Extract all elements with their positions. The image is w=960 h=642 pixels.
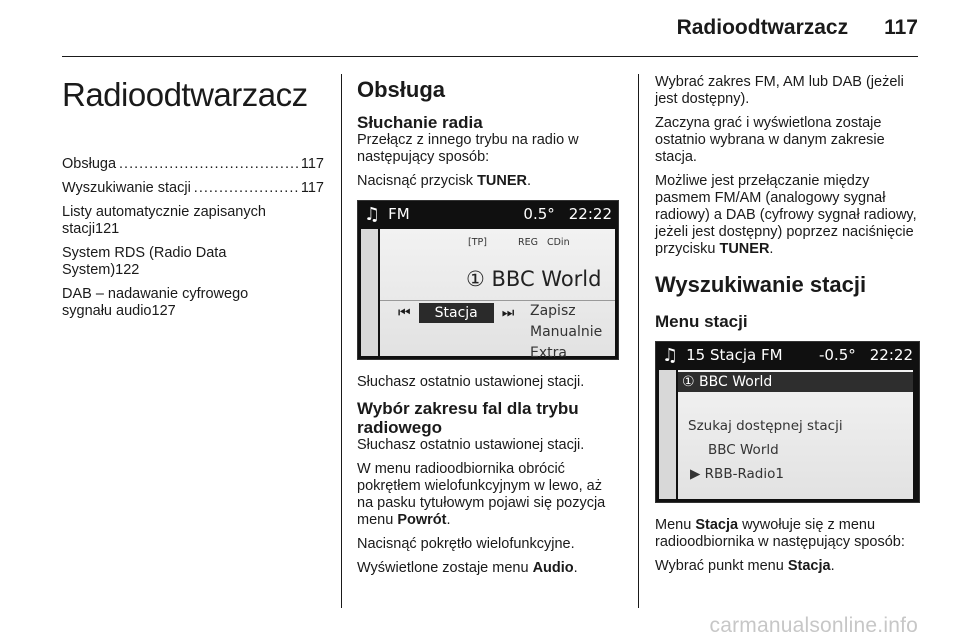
toc-label: Obsługa bbox=[62, 156, 117, 172]
text-run: Możliwe jest przełączanie między pasmem FM/AM (analogowy sygnał radiowy) a DAB (cyfrowy sygnał radiowy, jeżeli jest dostępny) poprzez naciśnięcie przycisku bbox=[655, 173, 917, 257]
text-run: wywołuje się z menu radioodbiornika w następujący sposób: bbox=[655, 517, 905, 550]
text-run: . bbox=[830, 558, 835, 574]
toc-entry[interactable] bbox=[62, 180, 324, 197]
station-menu-screen-figure bbox=[655, 341, 920, 503]
page-number: 117 bbox=[884, 16, 918, 39]
menu-title: 15 Stacja FM bbox=[686, 346, 783, 364]
toc-page: 117 bbox=[300, 180, 324, 196]
text-run: Wybrać punkt menu bbox=[655, 558, 788, 574]
watermark: carmanualsonline.info bbox=[709, 614, 918, 637]
paragraph: Słuchasz ostatnio ustawionej stacji. bbox=[357, 437, 585, 453]
toc-entry[interactable] bbox=[62, 156, 324, 173]
paragraph: Nacisnąć pokrętło wielofunkcyjne. bbox=[357, 536, 575, 552]
toc-label-line2: System) bbox=[62, 262, 116, 278]
paragraph: Zaczyna grać i wyświetlona zostaje ostatnio wybrana w danym zakresie stacja. bbox=[655, 115, 885, 165]
paragraph bbox=[357, 173, 617, 190]
menu-name-stacja: Stacja bbox=[695, 517, 739, 533]
running-header-title: Radioodtwarzacz bbox=[676, 16, 849, 39]
selected-station-bar: ① BBC World bbox=[678, 372, 913, 392]
menu-option: Manualnie bbox=[530, 324, 603, 340]
text-run: . bbox=[573, 560, 578, 576]
music-note-icon: ♫ bbox=[662, 344, 679, 366]
next-icon: ⏭ bbox=[501, 305, 515, 321]
toc-label-line1: DAB – nadawanie cyfrowego bbox=[62, 286, 249, 302]
column-operation bbox=[357, 74, 617, 584]
menu-option: Extra bbox=[530, 345, 567, 360]
flag-tp: [TP] bbox=[468, 237, 487, 248]
header-rule bbox=[62, 56, 918, 57]
band-label: FM bbox=[388, 205, 410, 223]
radio-screen-figure bbox=[357, 200, 619, 360]
text-run: . bbox=[446, 512, 451, 528]
toc-label-line1: Listy automatycznie zapisanych bbox=[62, 204, 266, 220]
screen-status-bar bbox=[656, 342, 919, 368]
screen-content bbox=[678, 370, 913, 499]
running-header bbox=[677, 16, 918, 48]
toc-page: 121 bbox=[95, 221, 120, 237]
paragraph: Wybrać zakres FM, AM lub DAB (jeżeli jest dostępny). bbox=[655, 74, 904, 107]
previous-icon: ⏮ bbox=[398, 305, 411, 321]
toc-page: 117 bbox=[300, 156, 324, 172]
menu-name-powrot: Powrót bbox=[397, 512, 447, 528]
button-name-tuner: TUNER bbox=[477, 173, 528, 189]
clock: 22:22 bbox=[869, 346, 913, 364]
offset-readout: 0.5° bbox=[523, 205, 555, 223]
subheading-wybor-zakresu: Wybór zakresu fal dla trybu radiowego bbox=[357, 399, 579, 437]
subheading-sluchanie-radia: Słuchanie radia bbox=[357, 113, 483, 132]
text-run: Menu bbox=[655, 517, 696, 533]
offset-readout: -0.5° bbox=[818, 346, 856, 364]
screen-status-bar bbox=[358, 201, 618, 227]
toc-label-line2: stacji bbox=[62, 221, 96, 237]
paragraph bbox=[357, 560, 617, 577]
toc-label: Wyszukiwanie stacji bbox=[62, 180, 191, 196]
toc-label-line1: System RDS (Radio Data bbox=[62, 245, 227, 261]
screen-side-strip bbox=[361, 229, 378, 356]
column-station-search bbox=[655, 74, 920, 582]
column-toc bbox=[62, 74, 324, 327]
chapter-title: Radioodtwarzacz bbox=[62, 76, 308, 113]
screen-divider bbox=[380, 300, 615, 301]
flag-reg: REG bbox=[517, 237, 538, 248]
menu-option: ▶ RBB-Radio1 bbox=[690, 466, 784, 482]
toc-entry[interactable] bbox=[62, 245, 324, 279]
menu-name-stacja: Stacja bbox=[787, 558, 831, 574]
toc-leader bbox=[119, 156, 298, 173]
menu-option: Zapisz bbox=[530, 303, 576, 319]
paragraph: Słuchasz ostatnio ustawionej stacji. bbox=[357, 374, 585, 390]
toc-label-line2: sygnału audio bbox=[62, 303, 152, 319]
flag-cdin: CDin bbox=[546, 237, 570, 248]
screen-content bbox=[380, 229, 615, 360]
screen-side-strip bbox=[659, 370, 676, 499]
button-name-tuner: TUNER bbox=[719, 241, 770, 257]
section-heading-obsluga: Obsługa bbox=[357, 77, 446, 102]
toc-entry[interactable] bbox=[62, 286, 324, 320]
paragraph: Przełącz z innego trybu na radio w następujący sposób: bbox=[357, 132, 579, 165]
text-run: Nacisnąć przycisk bbox=[357, 173, 478, 189]
selected-menu-item: Stacja bbox=[419, 303, 494, 323]
section-heading-wyszukiwanie: Wyszukiwanie stacji bbox=[655, 272, 867, 297]
screen-controls bbox=[398, 303, 514, 323]
text-run: W menu radioodbiornika obrócić pokrętłem wielofunkcyjnym w lewo, aż na pasku tytułowym pojawi się pozycja menu bbox=[357, 461, 606, 528]
menu-option: Szukaj dostępnej stacji bbox=[688, 418, 843, 434]
clock: 22:22 bbox=[568, 205, 612, 223]
text-run: . bbox=[769, 241, 774, 257]
subheading-menu-stacji: Menu stacji bbox=[655, 312, 748, 331]
menu-name-audio: Audio bbox=[532, 560, 574, 576]
menu-option: BBC World bbox=[708, 442, 779, 458]
music-note-icon: ♫ bbox=[364, 203, 381, 225]
paragraph bbox=[357, 461, 617, 529]
toc-page: 127 bbox=[151, 303, 176, 319]
column-divider-1 bbox=[341, 74, 342, 608]
paragraph bbox=[655, 517, 920, 551]
text-run: . bbox=[527, 173, 532, 189]
toc-page: 122 bbox=[115, 262, 140, 278]
toc-entry[interactable] bbox=[62, 204, 324, 238]
text-run: Wyświetlone zostaje menu bbox=[357, 560, 533, 576]
status-flags bbox=[468, 237, 598, 248]
toc-leader bbox=[194, 180, 298, 197]
paragraph bbox=[655, 558, 920, 575]
paragraph bbox=[655, 173, 920, 258]
column-divider-2 bbox=[638, 74, 639, 608]
station-name: ① BBC World bbox=[466, 267, 602, 291]
